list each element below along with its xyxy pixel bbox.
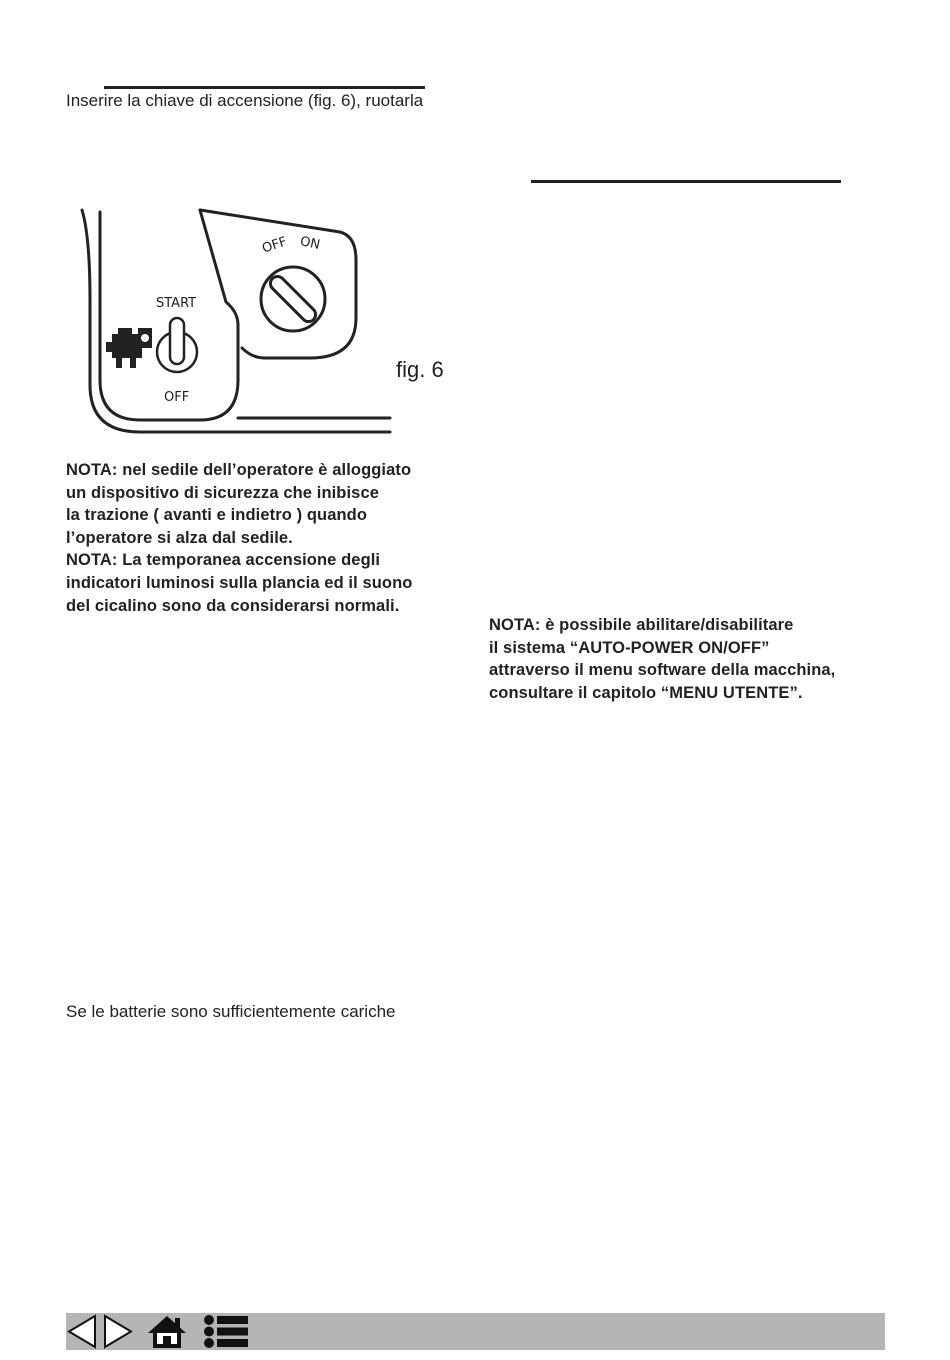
list-icon (202, 1313, 250, 1350)
table-of-contents-button[interactable] (202, 1313, 250, 1350)
arrow-left-icon (66, 1313, 98, 1350)
arrow-right-icon (102, 1313, 134, 1350)
ignition-key-icon (258, 264, 328, 334)
next-page-button[interactable] (102, 1313, 134, 1350)
left-note-line: NOTA: nel sedile dell’operatore è alloggiato (66, 461, 412, 479)
left-note-line: la trazione ( avanti e indietro ) quando (66, 506, 368, 525)
figure-caption: fig. 6 (396, 357, 444, 382)
left-note-line: del cicalino sono da considerarsi normali. (66, 596, 400, 615)
battery-text: Se le batterie sono sufficientemente cariche (66, 1002, 396, 1021)
left-section-rule (104, 86, 425, 89)
start-toggle-icon (152, 314, 202, 374)
key-off-label: OFF (260, 234, 289, 257)
footer-nav-bar (66, 1313, 885, 1350)
home-button[interactable] (146, 1313, 188, 1350)
right-section-rule (531, 180, 841, 183)
prev-page-button[interactable] (66, 1313, 98, 1350)
left-note-line: un dispositivo di sicurezza che inibisce (66, 483, 379, 502)
home-icon (146, 1313, 188, 1350)
right-note (489, 614, 835, 704)
key-on-label: ON (298, 234, 322, 253)
left-note-line: indicatori luminosi sulla plancia ed il suono (66, 573, 413, 592)
left-note-line: NOTA: La temporanea accensione degli (66, 551, 381, 570)
right-note-line: NOTA: è possibile abilitare/disabilitare (489, 616, 794, 634)
right-note-line: il sistema “AUTO-POWER ON/OFF” (489, 638, 770, 657)
left-note (66, 459, 412, 617)
switch-off-label: OFF (164, 390, 190, 405)
right-note-line: consultare il capitolo “MENU UTENTE”. (489, 683, 803, 702)
left-note-line: l’operatore si alza dal sedile. (66, 528, 293, 547)
intro-text: Inserire la chiave di accensione (fig. 6), ruotarla (66, 91, 424, 110)
right-note-line: attraverso il menu software della macchina, (489, 661, 836, 680)
ignition-panel-figure (60, 200, 400, 445)
switch-start-label: START (156, 296, 197, 311)
engine-icon (106, 324, 154, 370)
